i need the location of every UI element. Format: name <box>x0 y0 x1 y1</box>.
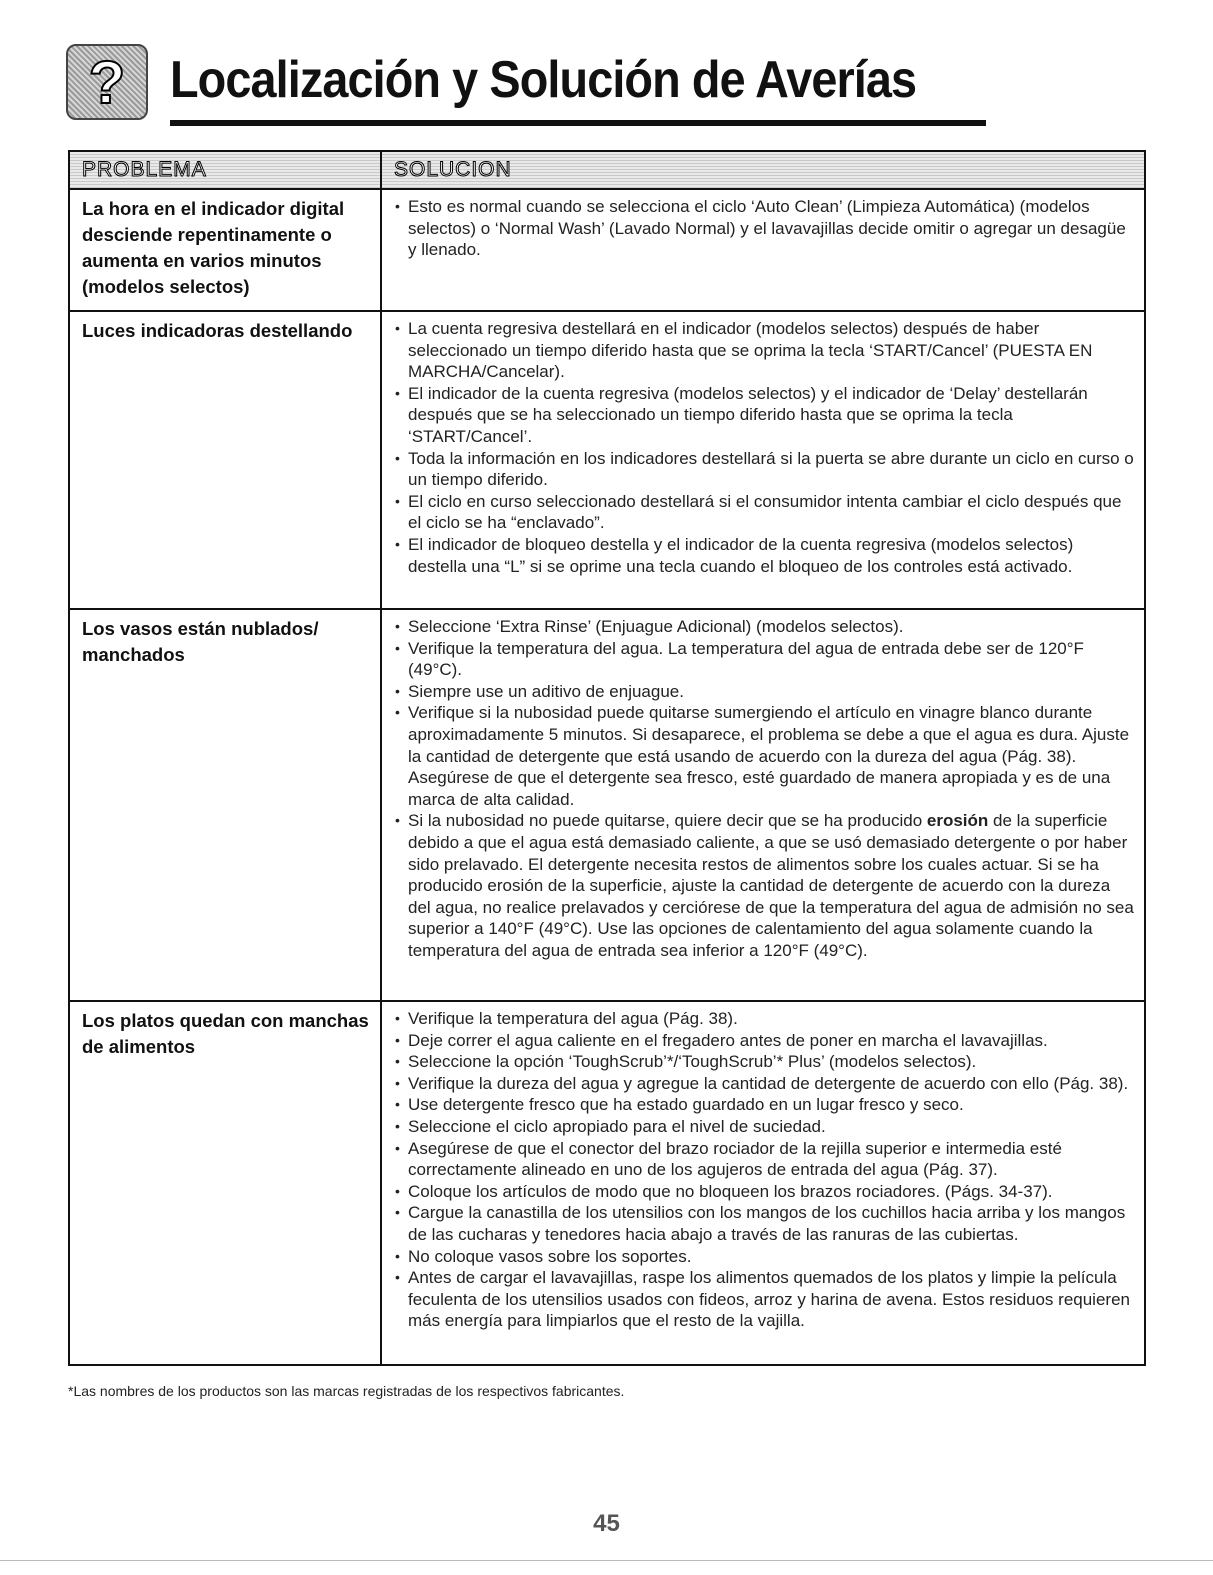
footnote: *Las nombres de los productos son las marcas registradas de los respectivos fabricantes. <box>68 1383 625 1399</box>
table-row <box>69 189 1145 311</box>
page-header <box>66 40 926 124</box>
table-header-row <box>69 151 1145 189</box>
problem-cell: Luces indicadoras destellando <box>69 311 381 609</box>
erosion-text-before: Si la nubosidad no puede quitarse, quiere decir que se ha producido <box>408 811 927 831</box>
solution-item: • El ciclo en curso seleccionado destellará si el consumidor intenta cambiar el ciclo después que el ciclo se ha “enclavado”. <box>408 491 1134 534</box>
column-header-problem: PROBLEMA <box>69 151 381 189</box>
solution-item: • Toda la información en los indicadores destellará si la puerta se abre durante un ciclo en curso o un tiempo diferido. <box>408 448 1134 491</box>
solution-list <box>394 1008 1134 1332</box>
solution-cell <box>381 1001 1145 1365</box>
solution-item: • Siempre use un aditivo de enjuague. <box>408 681 1134 703</box>
table-row <box>69 311 1145 609</box>
solution-item: • Coloque los artículos de modo que no bloqueen los brazos rociadores. (Págs. 34-37). <box>408 1181 1134 1203</box>
solution-item: • Seleccione la opción ‘ToughScrub’*/‘ToughScrub’* Plus’ (modelos selectos). <box>408 1051 1134 1073</box>
solution-item: • Seleccione ‘Extra Rinse’ (Enjuague Adicional) (modelos selectos). <box>408 616 1134 638</box>
question-mark-glyph: ? <box>88 49 126 116</box>
solution-item: • Use detergente fresco que ha estado guardado en un lugar fresco y seco. <box>408 1094 1134 1116</box>
solution-item: • La cuenta regresiva destellará en el indicador (modelos selectos) después de haber seleccionado un tiempo diferido hasta que se oprima la tecla ‘START/Cancel’ (PUESTA EN MARCHA/Cancelar). <box>408 318 1134 383</box>
solution-list <box>394 318 1134 577</box>
question-mark-icon <box>66 44 148 120</box>
solution-item-erosion <box>408 810 1134 961</box>
erosion-text-after: de la superficie debido a que el agua está demasiado caliente, a que se usó demasiado detergente o por haber sido prelavado. El detergente necesita restos de alimentos sobre los cuales actuar. Si se ha producido erosión de la superficie, ajuste la cantidad de detergente de acuerdo con la dureza del agua, no realice prelavados y cerciórese de que la temperatura del agua de admisión no sea superior a 140°F (49°C). Use las opciones de calentamiento del agua solamente cuando la temperatura del agua de entrada sea inferior a 120°F (49°C). <box>408 811 1134 960</box>
page-title: Localización y Solución de Averías <box>170 51 917 109</box>
solution-list <box>394 616 1134 962</box>
solution-list <box>394 196 1134 261</box>
solution-item: • Verifique la temperatura del agua (Pág. 38). <box>408 1008 1134 1030</box>
solution-cell <box>381 189 1145 311</box>
solution-item: • Verifique la temperatura del agua. La temperatura del agua de entrada debe ser de 120°F (49°C). <box>408 638 1134 681</box>
solution-item: • Verifique la dureza del agua y agregue la cantidad de detergente de acuerdo con ello (Pág. 38). <box>408 1073 1134 1095</box>
problem-cell: Los vasos están nublados/ manchados <box>69 609 381 1001</box>
solution-item: • Verifique si la nubosidad puede quitarse sumergiendo el artículo en vinagre blanco durante aproximadamente 5 minutos. Si desaparece, el problema se debe a que el agua es dura. Ajuste la cantidad de detergente que está usando de acuerdo con la dureza del agua (Pág. 38). Asegúrese de que el detergente sea fresco, esté guardado de manera apropiada y es de una marca de alta calidad. <box>408 702 1134 810</box>
page-number: 45 <box>593 1510 620 1537</box>
solution-item: • Seleccione el ciclo apropiado para el nivel de suciedad. <box>408 1116 1134 1138</box>
bottom-divider <box>0 1560 1213 1561</box>
solution-item: • Antes de cargar el lavavajillas, raspe los alimentos quemados de los platos y limpie la película feculenta de los utensilios usados con fideos, arroz y harina de avena. Estos residuos requieren más energía para limpiarlos que el resto de la vajilla. <box>408 1267 1134 1332</box>
solution-cell <box>381 311 1145 609</box>
solution-item: • Deje correr el agua caliente en el fregadero antes de poner en marcha el lavavajillas. <box>408 1030 1134 1052</box>
solution-item: • El indicador de bloqueo destella y el indicador de la cuenta regresiva (modelos selectos) destella una “L” si se oprime una tecla cuando el bloqueo de los controles está activado. <box>408 534 1134 577</box>
table-row <box>69 1001 1145 1365</box>
solution-item: • No coloque vasos sobre los soportes. <box>408 1246 1134 1268</box>
column-header-solution: SOLUCION <box>381 151 1145 189</box>
problem-cell: Los platos quedan con manchas de alimentos <box>69 1001 381 1365</box>
solution-item: • El indicador de la cuenta regresiva (modelos selectos) y el indicador de ‘Delay’ destellarán después que se ha seleccionado un tiempo diferido hasta que se oprima la tecla ‘START/Cancel’. <box>408 383 1134 448</box>
solution-item: • Asegúrese de que el conector del brazo rociador de la rejilla superior e intermedia esté correctamente alineado en uno de los agujeros de entrada del agua (Pág. 37). <box>408 1138 1134 1181</box>
solution-item: • Esto es normal cuando se selecciona el ciclo ‘Auto Clean’ (Limpieza Automática) (modelos selectos) o ‘Normal Wash’ (Lavado Normal) y el lavavajillas decide omitir o agregar un desagüe y llenado. <box>408 196 1134 261</box>
problem-cell: La hora en el indicador digital desciende repentinamente o aumenta en varios minutos (modelos selectos) <box>69 189 381 311</box>
erosion-bold-term: erosión <box>926 811 989 831</box>
title-underline <box>170 120 986 126</box>
solution-cell <box>381 609 1145 1001</box>
troubleshooting-table <box>68 150 1146 1366</box>
solution-item: • Cargue la canastilla de los utensilios con los mangos de los cuchillos hacia arriba y los mangos de las cucharas y tenedores hacia abajo a través de las ranuras de las cubiertas. <box>408 1202 1134 1245</box>
table-row <box>69 609 1145 1001</box>
